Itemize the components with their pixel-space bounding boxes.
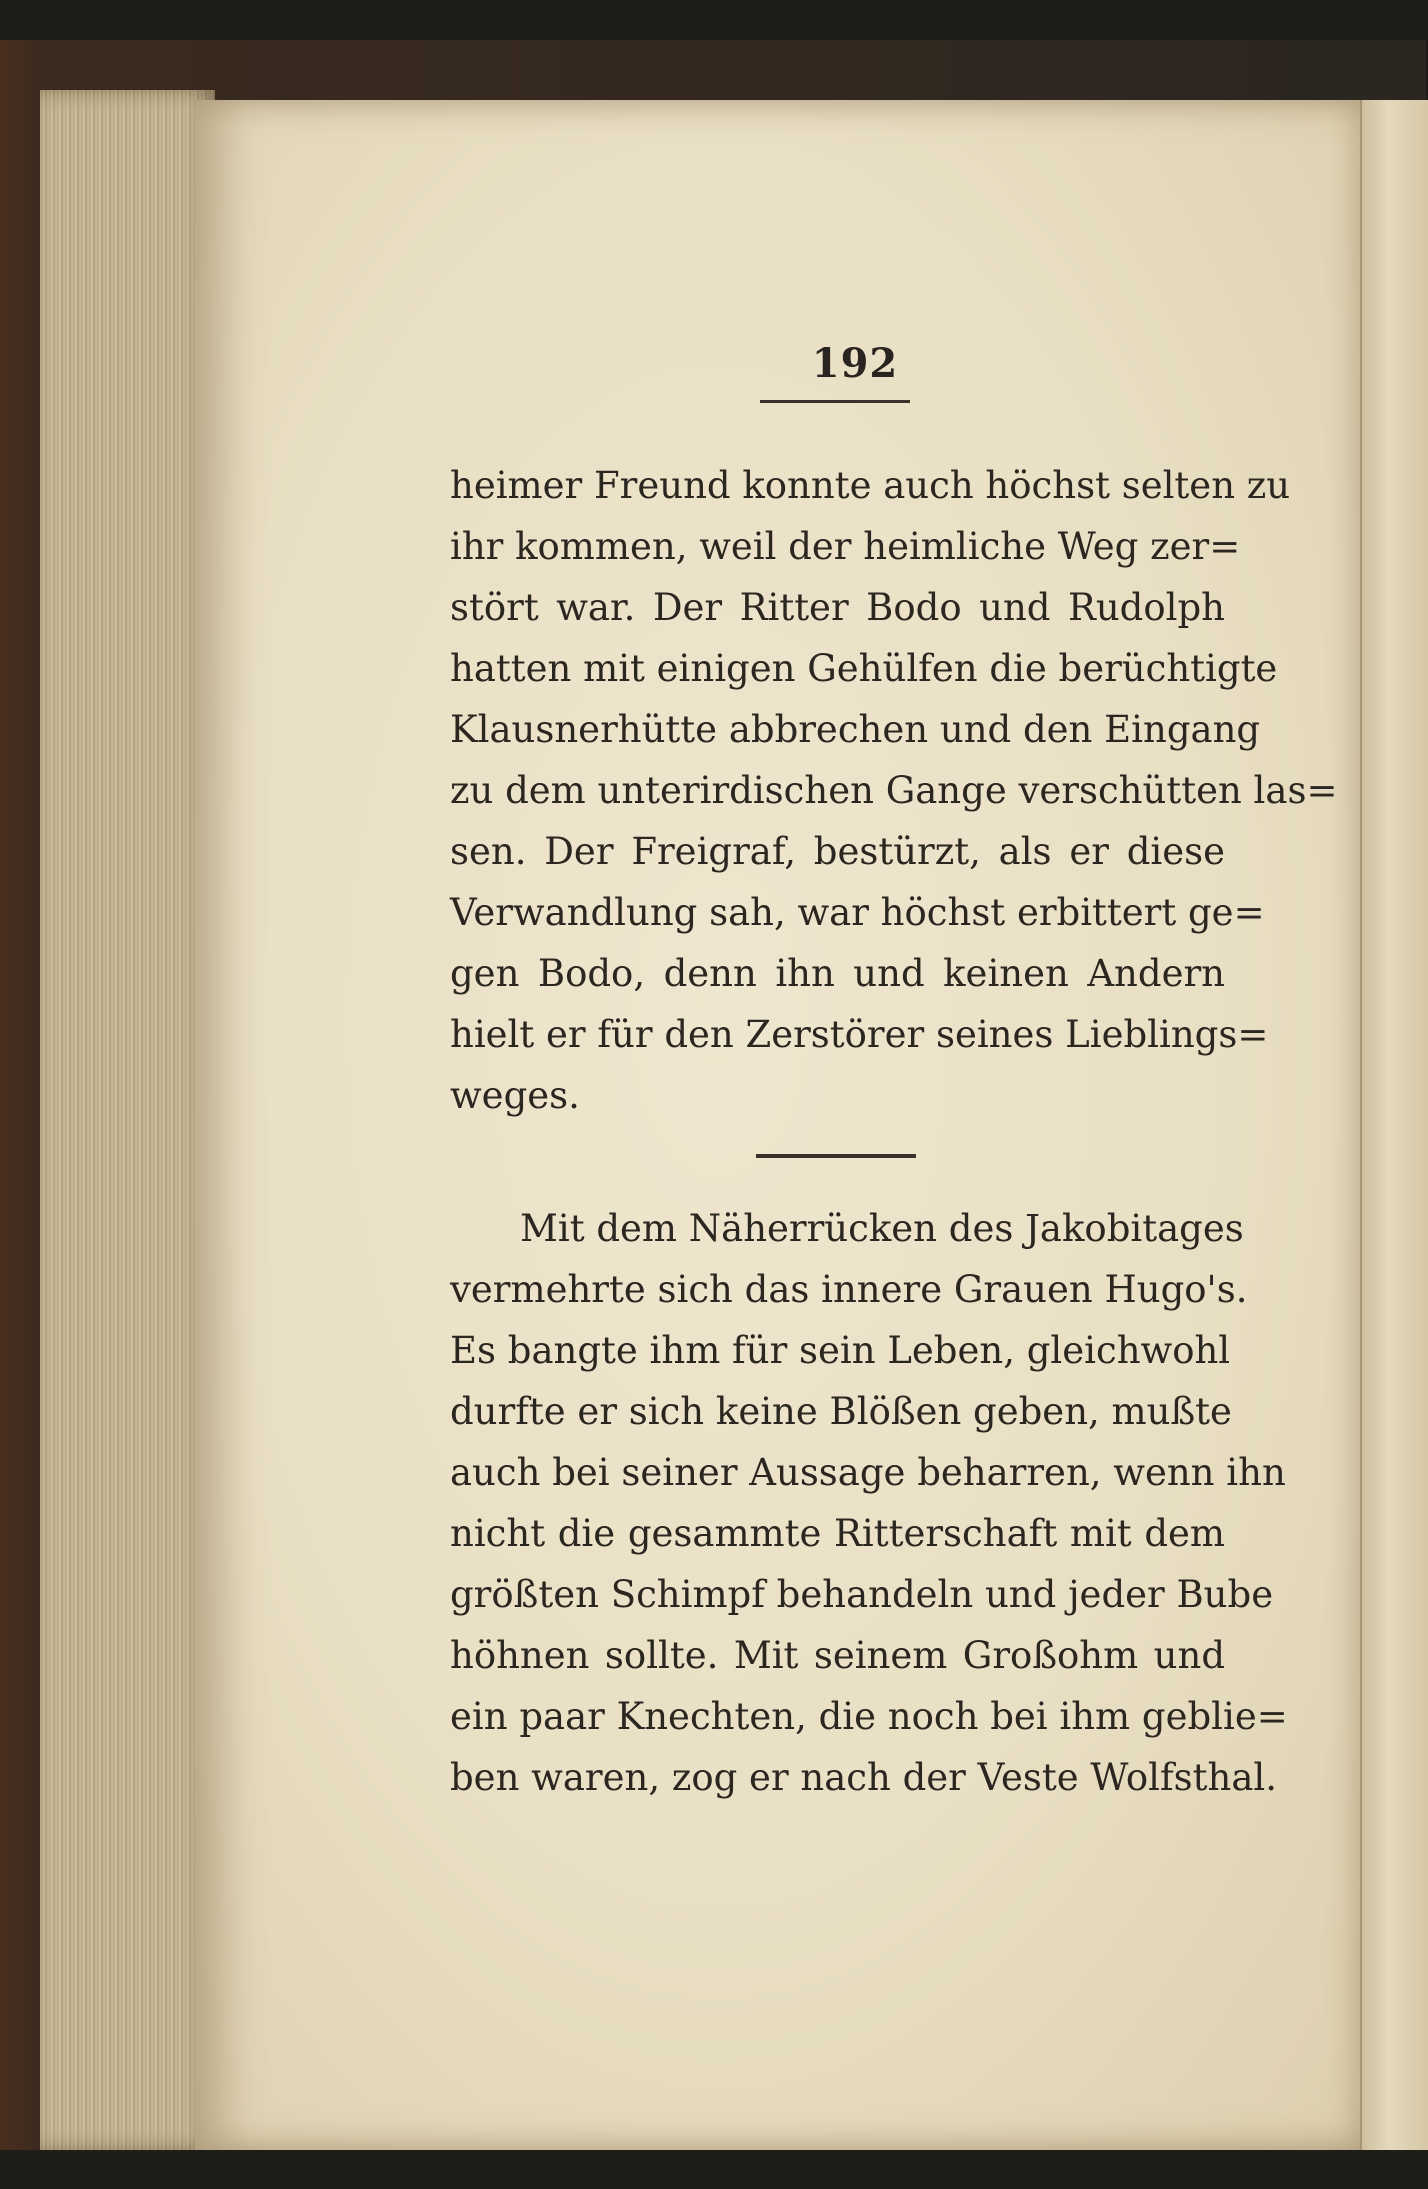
text-line: hatten mit einigen Gehülfen die berüchtigte — [450, 647, 1278, 690]
header-rule — [760, 400, 910, 403]
text-line: Klausnerhütte abbrechen und den Eingang — [450, 708, 1261, 751]
text-line: stört war. Der Ritter Bodo und Rudolph — [450, 586, 1225, 629]
text-line: Es bangte ihm für sein Leben, gleichwohl — [450, 1329, 1231, 1372]
page-number: 192 — [811, 340, 899, 387]
spacer — [450, 1158, 1225, 1198]
paragraph-1 — [450, 455, 1338, 1126]
text-line: vermehrte sich das innere Grauen Hugo's. — [450, 1268, 1248, 1311]
text-line: zu dem unterirdischen Gange verschütten las= — [450, 769, 1338, 812]
text-line: gen Bodo, denn ihn und keinen Andern — [450, 952, 1225, 995]
text-line: durfte er sich keine Blößen geben, mußte — [450, 1390, 1232, 1433]
text-line: ben waren, zog er nach der Veste Wolfsthal. — [450, 1756, 1278, 1799]
text-line: auch bei seiner Aussage beharren, wenn ihn — [450, 1451, 1286, 1494]
text-line: hielt er für den Zerstörer seines Lieblings= — [450, 1013, 1269, 1056]
text-line: nicht die gesammte Ritterschaft mit dem — [450, 1512, 1225, 1555]
text-line: höhnen sollte. Mit seinem Großohm und — [450, 1634, 1225, 1677]
text-line: Mit dem Näherrücken des Jakobitages — [520, 1207, 1244, 1250]
text-line: ein paar Knechten, die noch bei ihm geblie= — [450, 1695, 1288, 1738]
paragraph-2 — [450, 1198, 1288, 1808]
text-line: heimer Freund konnte auch höchst selten zu — [450, 464, 1291, 507]
text-line: weges. — [450, 1074, 580, 1117]
facing-page-edge — [1360, 100, 1428, 2150]
page-block-edges — [40, 90, 215, 2150]
body-text — [450, 455, 1338, 1808]
text-line: ihr kommen, weil der heimliche Weg zer= — [450, 525, 1241, 568]
text-line: sen. Der Freigraf, bestürzt, als er diese — [450, 830, 1225, 873]
text-line: größten Schimpf behandeln und jeder Bube — [450, 1573, 1274, 1616]
text-line: Verwandlung sah, war höchst erbittert ge= — [450, 891, 1265, 934]
